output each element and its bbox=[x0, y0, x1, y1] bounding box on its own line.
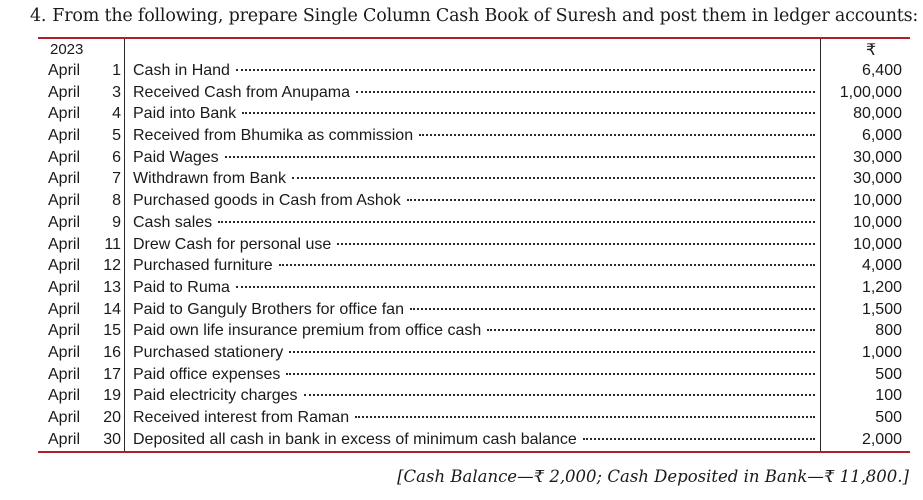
row-day: 16 bbox=[103, 343, 121, 361]
row-description bbox=[133, 84, 815, 102]
row-description bbox=[133, 301, 815, 319]
question-number: 4. bbox=[30, 6, 47, 26]
row-day: 17 bbox=[103, 365, 121, 383]
row-amount: 30,000 bbox=[853, 148, 902, 166]
table-row bbox=[0, 301, 923, 323]
dotted-leader bbox=[356, 91, 815, 93]
row-description bbox=[133, 344, 815, 362]
row-description-text: Cash sales bbox=[133, 213, 213, 231]
row-day: 8 bbox=[112, 192, 121, 210]
row-amount: 800 bbox=[875, 322, 902, 340]
row-day: 14 bbox=[103, 300, 121, 318]
dotted-leader bbox=[419, 134, 815, 136]
row-month: April bbox=[48, 213, 81, 231]
row-description bbox=[133, 214, 815, 232]
table-row bbox=[0, 236, 923, 258]
row-amount: 80,000 bbox=[853, 105, 902, 123]
row-description bbox=[133, 409, 815, 427]
row-description-text: Received Cash from Anupama bbox=[133, 83, 350, 101]
dotted-leader bbox=[289, 351, 815, 353]
row-amount: 500 bbox=[875, 409, 902, 426]
row-description-text: Paid own life insurance premium from office cash bbox=[133, 322, 482, 340]
row-month: April bbox=[48, 300, 81, 318]
row-description-text: Paid office expenses bbox=[133, 365, 281, 383]
row-month: April bbox=[48, 170, 81, 188]
dotted-leader bbox=[410, 308, 815, 310]
row-description-text: Deposited all cash in bank in excess of minimum cash balance bbox=[133, 430, 577, 448]
row-day: 13 bbox=[103, 278, 121, 296]
row-description bbox=[133, 170, 815, 188]
table-row bbox=[0, 409, 923, 431]
dotted-leader bbox=[337, 243, 815, 245]
row-amount: 1,000 bbox=[861, 343, 902, 361]
row-description bbox=[133, 322, 815, 340]
row-day: 20 bbox=[103, 409, 121, 426]
row-month: April bbox=[48, 127, 81, 145]
row-day: 12 bbox=[103, 257, 121, 275]
dotted-leader bbox=[292, 177, 815, 179]
row-day: 6 bbox=[112, 148, 121, 166]
row-day: 19 bbox=[103, 387, 121, 405]
row-month: April bbox=[48, 409, 81, 426]
row-month: April bbox=[48, 83, 81, 101]
row-day: 30 bbox=[103, 430, 121, 448]
row-description-text: Cash in Hand bbox=[133, 62, 230, 79]
row-day: 9 bbox=[112, 213, 121, 231]
table-row bbox=[0, 257, 923, 279]
row-description bbox=[133, 149, 815, 167]
row-day: 5 bbox=[112, 127, 121, 145]
dotted-leader bbox=[236, 286, 815, 288]
table-row bbox=[0, 62, 923, 84]
dotted-leader bbox=[225, 156, 815, 158]
row-description-text: Paid Wages bbox=[133, 148, 219, 166]
dotted-leader bbox=[487, 329, 815, 331]
row-description-text: Withdrawn from Bank bbox=[133, 170, 286, 188]
row-description-text: Purchased stationery bbox=[133, 343, 284, 361]
row-amount: 10,000 bbox=[853, 235, 902, 253]
row-month: April bbox=[48, 343, 81, 361]
table-row bbox=[0, 387, 923, 409]
transaction-list bbox=[0, 62, 923, 452]
dotted-leader bbox=[286, 373, 815, 375]
dotted-leader bbox=[279, 264, 815, 266]
row-description bbox=[133, 127, 815, 145]
row-amount: 500 bbox=[875, 365, 902, 383]
row-amount: 10,000 bbox=[853, 213, 902, 231]
row-description bbox=[133, 62, 815, 80]
row-description-text: Drew Cash for personal use bbox=[133, 235, 332, 253]
row-description bbox=[133, 192, 815, 210]
row-month: April bbox=[48, 430, 81, 448]
row-description bbox=[133, 279, 815, 297]
row-description-text: Paid to Ganguly Brothers for office fan bbox=[133, 300, 404, 318]
year-header: 2023 bbox=[50, 41, 84, 58]
table-row bbox=[0, 366, 923, 388]
row-description-text: Purchased furniture bbox=[133, 257, 273, 275]
row-amount: 30,000 bbox=[853, 170, 902, 188]
row-day: 11 bbox=[104, 235, 121, 253]
row-month: April bbox=[48, 235, 81, 253]
row-amount: 1,200 bbox=[861, 278, 902, 296]
row-day: 1 bbox=[112, 62, 121, 79]
row-description bbox=[133, 366, 815, 384]
row-month: April bbox=[48, 62, 81, 79]
question-text: From the following, prepare Single Column Cash Book of Suresh and post them in ledger accounts: bbox=[52, 6, 919, 26]
row-month: April bbox=[48, 278, 81, 296]
row-month: April bbox=[48, 322, 81, 340]
answer-note: [Cash Balance—₹ 2,000; Cash Deposited in Bank—₹ 11,800.] bbox=[397, 467, 909, 486]
dotted-leader bbox=[583, 438, 815, 440]
top-rule bbox=[38, 37, 910, 39]
row-month: April bbox=[48, 257, 81, 275]
row-day: 4 bbox=[112, 105, 121, 123]
currency-header: ₹ bbox=[866, 42, 877, 59]
row-description-text: Received interest from Raman bbox=[133, 409, 350, 426]
table-row bbox=[0, 105, 923, 127]
row-month: April bbox=[48, 192, 81, 210]
row-day: 3 bbox=[112, 83, 121, 101]
row-amount: 10,000 bbox=[853, 192, 902, 210]
table-row bbox=[0, 127, 923, 149]
row-description-text: Paid into Bank bbox=[133, 105, 237, 123]
row-day: 15 bbox=[103, 322, 121, 340]
row-description-text: Paid electricity charges bbox=[133, 387, 298, 405]
row-description bbox=[133, 257, 815, 275]
table-row bbox=[0, 344, 923, 366]
row-amount: 6,400 bbox=[861, 62, 902, 79]
question-heading bbox=[30, 6, 918, 26]
table-row bbox=[0, 149, 923, 171]
row-day: 7 bbox=[112, 170, 121, 188]
row-amount: 2,000 bbox=[861, 430, 902, 448]
table-row bbox=[0, 192, 923, 214]
row-month: April bbox=[48, 365, 81, 383]
dotted-leader bbox=[304, 394, 815, 396]
row-month: April bbox=[48, 105, 81, 123]
row-description bbox=[133, 236, 815, 254]
row-description bbox=[133, 387, 815, 405]
row-amount: 1,500 bbox=[861, 300, 902, 318]
row-description bbox=[133, 431, 815, 449]
row-amount: 4,000 bbox=[861, 257, 902, 275]
table-row bbox=[0, 431, 923, 453]
row-month: April bbox=[48, 148, 81, 166]
row-amount: 100 bbox=[875, 387, 902, 405]
row-description bbox=[133, 105, 815, 123]
dotted-leader bbox=[242, 112, 815, 114]
table-row bbox=[0, 322, 923, 344]
dotted-leader bbox=[407, 199, 815, 201]
dotted-leader bbox=[236, 69, 815, 71]
row-description-text: Paid to Ruma bbox=[133, 278, 230, 296]
row-month: April bbox=[48, 387, 81, 405]
row-description-text: Received from Bhumika as commission bbox=[133, 127, 414, 145]
table-row bbox=[0, 279, 923, 301]
dotted-leader bbox=[218, 221, 815, 223]
table-row bbox=[0, 214, 923, 236]
table-row bbox=[0, 84, 923, 106]
bottom-rule bbox=[38, 451, 910, 453]
row-description-text: Purchased goods in Cash from Ashok bbox=[133, 192, 401, 210]
dotted-leader bbox=[355, 416, 815, 418]
table-row bbox=[0, 170, 923, 192]
row-amount: 6,000 bbox=[861, 127, 902, 145]
row-amount: 1,00,000 bbox=[839, 83, 902, 101]
